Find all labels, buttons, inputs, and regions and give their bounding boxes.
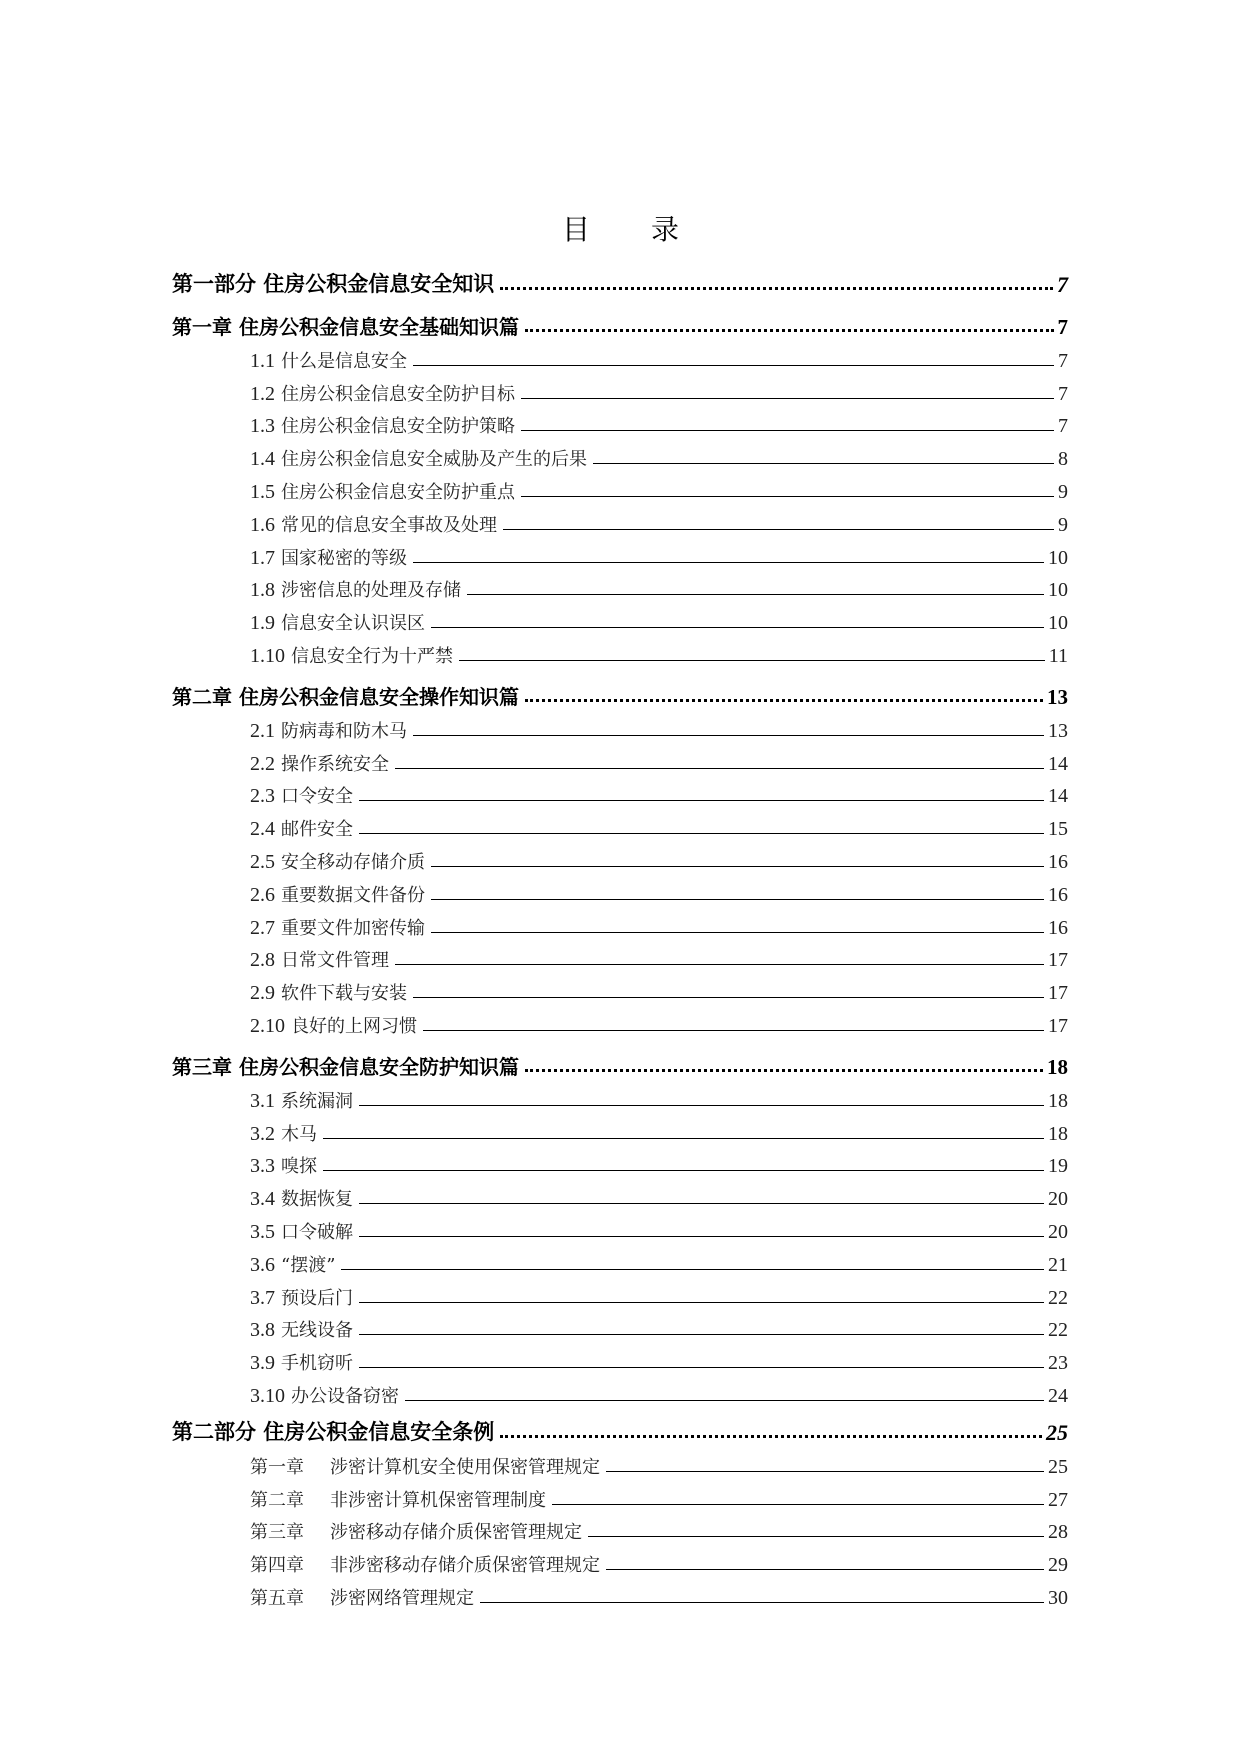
- toc-entry-number: 1.2: [250, 382, 275, 405]
- toc-leader-line: [431, 899, 1044, 900]
- toc-leader-line: [413, 735, 1044, 736]
- toc-leader-line: [467, 594, 1044, 595]
- toc-section-row[interactable]: [172, 602, 1068, 635]
- toc-entry-label: 常见的信息安全事故及处理: [281, 514, 497, 536]
- toc-entry-number: 第五章: [250, 1587, 304, 1609]
- toc-section-row[interactable]: [172, 1178, 1068, 1211]
- toc-page-number: 13: [1047, 684, 1068, 709]
- toc-entry-number: 1.7: [250, 546, 275, 569]
- toc-page-number: 18: [1047, 1054, 1068, 1079]
- toc-page-number: 25: [1048, 1455, 1068, 1478]
- toc-leader-line: [423, 1030, 1044, 1031]
- toc-entry-label: 涉密信息的处理及存储: [281, 580, 461, 602]
- toc-entry-number: 2.1: [250, 719, 275, 742]
- toc-entry-number: 3.2: [250, 1122, 275, 1145]
- toc-entry-label: 嗅探: [281, 1156, 317, 1178]
- toc-leader-line: [405, 1400, 1044, 1401]
- toc-entry-number: 3.9: [250, 1352, 275, 1375]
- toc-part-row[interactable]: [172, 1408, 1068, 1446]
- toc-entry-label: 办公设备窃密: [291, 1385, 399, 1407]
- toc-section-row[interactable]: [172, 907, 1068, 940]
- toc-section-row[interactable]: [172, 406, 1068, 439]
- toc-page-number: 30: [1048, 1586, 1068, 1609]
- toc-section-row[interactable]: [172, 1080, 1068, 1113]
- toc-page-number: 18: [1048, 1122, 1068, 1145]
- toc-entry-label: 良好的上网习惯: [291, 1015, 417, 1037]
- toc-section-row[interactable]: [172, 1211, 1068, 1244]
- toc-entry-label: 信息安全行为十严禁: [291, 645, 453, 667]
- table-of-contents: [172, 260, 1068, 1610]
- toc-page-number: 20: [1048, 1220, 1068, 1243]
- toc-entry-number: 3.7: [250, 1286, 275, 1309]
- toc-leader-line: [500, 287, 1053, 290]
- toc-section-row[interactable]: [172, 635, 1068, 668]
- toc-page-number: 11: [1048, 644, 1068, 667]
- toc-section-row[interactable]: [172, 972, 1068, 1005]
- toc-entry-label: 系统漏洞: [281, 1090, 353, 1112]
- toc-entry-label: 第三章 住房公积金信息安全防护知识篇: [172, 1054, 519, 1079]
- toc-page-number: 7: [1057, 315, 1068, 339]
- toc-article-row[interactable]: [172, 1544, 1068, 1577]
- toc-entry-label: 涉密网络管理规定: [330, 1587, 474, 1609]
- toc-page-number: 15: [1048, 818, 1068, 841]
- toc-page-number: 16: [1048, 916, 1068, 939]
- toc-page-number: 20: [1048, 1188, 1068, 1211]
- toc-section-row[interactable]: [172, 776, 1068, 809]
- toc-entry-number: 3.10: [250, 1384, 285, 1407]
- toc-entry-number: 第三章: [250, 1522, 304, 1544]
- toc-leader-line: [359, 1334, 1044, 1335]
- toc-leader-line: [359, 1203, 1044, 1204]
- toc-page-number: 25: [1046, 1419, 1068, 1445]
- toc-chapter-row[interactable]: [172, 1038, 1068, 1080]
- toc-leader-line: [395, 964, 1044, 965]
- toc-entry-label: 国家秘密的等级: [281, 547, 407, 569]
- toc-article-row[interactable]: [172, 1512, 1068, 1545]
- toc-leader-line: [593, 463, 1054, 464]
- toc-page-number: 14: [1048, 752, 1068, 775]
- toc-entry-label: 安全移动存储介质: [281, 851, 425, 873]
- page-title: 目 录: [562, 213, 705, 246]
- toc-leader-line: [588, 1536, 1044, 1537]
- toc-entry-label: 信息安全认识误区: [281, 613, 425, 635]
- toc-leader-line: [521, 430, 1054, 431]
- toc-entry-label: 非涉密计算机保密管理制度: [330, 1489, 546, 1511]
- toc-section-row[interactable]: [172, 743, 1068, 776]
- toc-page-number: 18: [1048, 1089, 1068, 1112]
- toc-entry-label: 无线设备: [281, 1320, 353, 1342]
- toc-page-number: 13: [1048, 719, 1068, 742]
- toc-entry-label: 手机窃听: [281, 1353, 353, 1375]
- toc-section-row[interactable]: [172, 1146, 1068, 1179]
- toc-entry-label: 非涉密移动存储介质保密管理规定: [330, 1555, 600, 1577]
- toc-page-number: 10: [1048, 612, 1068, 635]
- toc-section-row[interactable]: [172, 1113, 1068, 1146]
- toc-page-number: 29: [1048, 1554, 1068, 1577]
- toc-leader-line: [431, 932, 1044, 933]
- toc-entry-label: 涉密计算机安全使用保密管理规定: [330, 1456, 600, 1478]
- toc-entry-number: 2.4: [250, 818, 275, 841]
- toc-page-number: 9: [1058, 480, 1068, 503]
- toc-section-row[interactable]: [172, 340, 1068, 373]
- toc-chapter-row[interactable]: [172, 668, 1068, 710]
- toc-page-number: 8: [1058, 448, 1068, 471]
- toc-leader-line: [459, 660, 1045, 661]
- toc-entry-label: 软件下载与安装: [281, 983, 407, 1005]
- toc-leader-line: [413, 562, 1044, 563]
- toc-leader-line: [503, 529, 1054, 530]
- toc-page-number: 10: [1048, 546, 1068, 569]
- toc-page-number: 7: [1058, 382, 1068, 405]
- toc-entry-label: 涉密移动存储介质保密管理规定: [330, 1522, 582, 1544]
- toc-section-row[interactable]: [172, 1375, 1068, 1408]
- toc-leader-line: [606, 1569, 1044, 1570]
- toc-page-number: 7: [1058, 349, 1068, 372]
- toc-section-row[interactable]: [172, 841, 1068, 874]
- toc-leader-line: [480, 1602, 1044, 1603]
- toc-entry-label: “摆渡”: [281, 1254, 336, 1276]
- toc-entry-label: 第二部分 住房公积金信息安全条例: [172, 1419, 495, 1444]
- toc-entry-label: 日常文件管理: [281, 950, 389, 972]
- toc-entry-number: 1.9: [250, 612, 275, 635]
- toc-page-number: 16: [1048, 883, 1068, 906]
- toc-entry-number: 2.7: [250, 916, 275, 939]
- toc-entry-number: 1.6: [250, 513, 275, 536]
- toc-leader-line: [359, 1236, 1044, 1237]
- toc-leader-line: [359, 1105, 1044, 1106]
- toc-leader-line: [413, 997, 1044, 998]
- toc-entry-label: 木马: [281, 1123, 317, 1145]
- toc-section-row[interactable]: [172, 1277, 1068, 1310]
- toc-chapter-row[interactable]: [172, 298, 1068, 340]
- toc-leader-line: [359, 800, 1044, 801]
- toc-entry-label: 住房公积金信息安全防护目标: [281, 383, 515, 405]
- toc-entry-number: 1.5: [250, 480, 275, 503]
- toc-entry-number: 2.8: [250, 949, 275, 972]
- toc-article-row[interactable]: [172, 1446, 1068, 1479]
- toc-leader-line: [521, 496, 1054, 497]
- toc-entry-number: 3.6: [250, 1253, 275, 1276]
- toc-entry-label: 第二章 住房公积金信息安全操作知识篇: [172, 684, 519, 709]
- toc-entry-number: 第一章: [250, 1456, 304, 1478]
- toc-entry-number: 1.10: [250, 644, 285, 667]
- toc-leader-line: [525, 1069, 1043, 1072]
- toc-section-row[interactable]: [172, 1342, 1068, 1375]
- toc-entry-number: 3.8: [250, 1319, 275, 1342]
- toc-entry-label: 重要数据文件备份: [281, 884, 425, 906]
- toc-entry-label: 口令安全: [281, 786, 353, 808]
- toc-page-number: 24: [1048, 1384, 1068, 1407]
- toc-page-number: 17: [1048, 982, 1068, 1005]
- toc-entry-number: 1.3: [250, 415, 275, 438]
- toc-section-row[interactable]: [172, 1310, 1068, 1343]
- toc-section-row[interactable]: [172, 373, 1068, 406]
- toc-entry-number: 2.5: [250, 850, 275, 873]
- toc-page-number: 7: [1057, 272, 1068, 297]
- toc-page-number: 19: [1048, 1155, 1068, 1178]
- toc-section-row[interactable]: [172, 570, 1068, 603]
- toc-entry-number: 第四章: [250, 1555, 304, 1577]
- toc-section-row[interactable]: [172, 1244, 1068, 1277]
- toc-page-number: 7: [1058, 415, 1068, 438]
- toc-leader-line: [552, 1504, 1044, 1505]
- toc-entry-number: 2.9: [250, 982, 275, 1005]
- toc-entry-number: 2.10: [250, 1014, 285, 1037]
- toc-page-number: 23: [1048, 1352, 1068, 1375]
- toc-page-number: 17: [1048, 1014, 1068, 1037]
- toc-page-number: 28: [1048, 1521, 1068, 1544]
- toc-entry-number: 3.5: [250, 1220, 275, 1243]
- toc-entry-number: 1.4: [250, 448, 275, 471]
- toc-section-row[interactable]: [172, 940, 1068, 973]
- toc-page-number: 27: [1048, 1488, 1068, 1511]
- toc-page-number: 17: [1048, 949, 1068, 972]
- toc-part-row[interactable]: [172, 260, 1068, 298]
- toc-leader-line: [395, 768, 1044, 769]
- toc-page-number: 9: [1058, 513, 1068, 536]
- toc-leader-line: [431, 866, 1044, 867]
- toc-leader-line: [323, 1138, 1044, 1139]
- toc-leader-line: [525, 699, 1043, 702]
- toc-leader-line: [359, 833, 1044, 834]
- toc-entry-label: 防病毒和防木马: [281, 720, 407, 742]
- toc-entry-label: 住房公积金信息安全防护重点: [281, 481, 515, 503]
- toc-entry-number: 2.2: [250, 752, 275, 775]
- toc-page-number: 22: [1048, 1286, 1068, 1309]
- toc-entry-number: 2.6: [250, 883, 275, 906]
- toc-entry-label: 住房公积金信息安全威胁及产生的后果: [281, 449, 587, 471]
- toc-entry-label: 重要文件加密传输: [281, 917, 425, 939]
- toc-entry-label: 第一部分 住房公积金信息安全知识: [172, 272, 495, 296]
- toc-page-number: 16: [1048, 850, 1068, 873]
- toc-entry-number: 3.4: [250, 1188, 275, 1211]
- toc-section-row[interactable]: [172, 1005, 1068, 1038]
- toc-leader-line: [521, 398, 1054, 399]
- toc-entry-label: 邮件安全: [281, 819, 353, 841]
- toc-section-row[interactable]: [172, 710, 1068, 743]
- toc-leader-line: [323, 1170, 1044, 1171]
- toc-section-row[interactable]: [172, 537, 1068, 570]
- toc-leader-line: [359, 1302, 1044, 1303]
- toc-leader-line: [525, 329, 1054, 332]
- toc-leader-line: [606, 1471, 1044, 1472]
- toc-entry-number: 1.8: [250, 579, 275, 602]
- toc-entry-number: 1.1: [250, 349, 275, 372]
- toc-page-number: 21: [1048, 1253, 1068, 1276]
- toc-section-row[interactable]: [172, 438, 1068, 471]
- toc-entry-number: 3.3: [250, 1155, 275, 1178]
- toc-leader-line: [413, 365, 1054, 366]
- toc-entry-number: 2.3: [250, 785, 275, 808]
- toc-section-row[interactable]: [172, 471, 1068, 504]
- toc-article-row[interactable]: [172, 1577, 1068, 1610]
- toc-leader-line: [359, 1367, 1044, 1368]
- toc-entry-number: 3.1: [250, 1089, 275, 1112]
- toc-entry-label: 什么是信息安全: [281, 350, 407, 372]
- toc-entry-label: 口令破解: [281, 1221, 353, 1243]
- toc-entry-label: 住房公积金信息安全防护策略: [281, 416, 515, 438]
- toc-leader-line: [341, 1269, 1044, 1270]
- toc-entry-number: 第二章: [250, 1489, 304, 1511]
- toc-entry-label: 第一章 住房公积金信息安全基础知识篇: [172, 315, 519, 339]
- toc-entry-label: 预设后门: [281, 1287, 353, 1309]
- toc-page-number: 14: [1048, 785, 1068, 808]
- toc-page-number: 10: [1048, 579, 1068, 602]
- toc-article-row[interactable]: [172, 1479, 1068, 1512]
- toc-leader-line: [431, 627, 1044, 628]
- toc-section-row[interactable]: [172, 808, 1068, 841]
- toc-entry-label: 数据恢复: [281, 1189, 353, 1211]
- toc-leader-line: [500, 1435, 1042, 1438]
- toc-section-row[interactable]: [172, 874, 1068, 907]
- toc-entry-label: 操作系统安全: [281, 753, 389, 775]
- toc-section-row[interactable]: [172, 504, 1068, 537]
- toc-page-number: 22: [1048, 1319, 1068, 1342]
